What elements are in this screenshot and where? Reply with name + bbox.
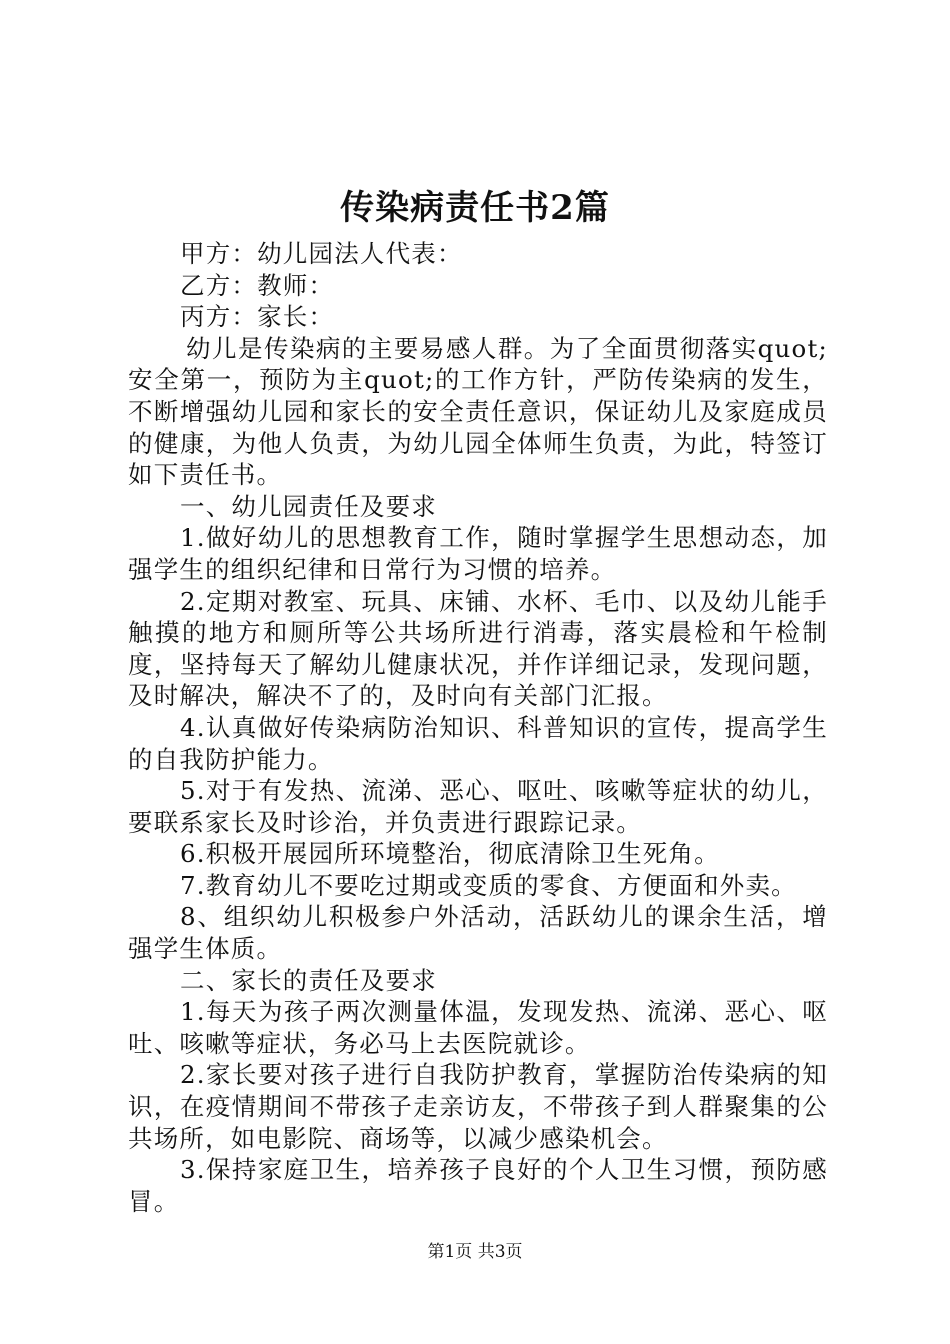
kindergarten-item-7: 7.教育幼儿不要吃过期或变质的零食、方便面和外卖。 bbox=[180, 870, 797, 900]
kindergarten-item-1: 1.做好幼儿的思想教育工作，随时掌握学生思想动态，加强学生的组织纪律和日常行为习惯的培养。 bbox=[128, 523, 828, 584]
party-c-line: 丙方：家长： bbox=[180, 302, 335, 332]
document-body bbox=[128, 238, 828, 1217]
party-b-line: 乙方：教师： bbox=[180, 270, 335, 300]
kindergarten-item-4: 4.认真做好传染病防治知识、科普知识的宣传，提高学生的自我防护能力。 bbox=[128, 712, 828, 774]
parents-item-1: 1.每天为孩子两次测量体温，发现发热、流涕、恶心、呕吐、咳嗽等症状，务必马上去医院就诊。 bbox=[128, 997, 828, 1058]
section-heading-parents: 二、家长的责任及要求 bbox=[180, 965, 437, 995]
page-footer: 第1页 共3页 bbox=[427, 1242, 523, 1262]
kindergarten-item-6: 6.积极开展园所环境整治，彻底清除卫生死角。 bbox=[180, 839, 720, 869]
section-heading-kindergarten: 一、幼儿园责任及要求 bbox=[180, 491, 437, 521]
kindergarten-item-2: 2.定期对教室、玩具、床铺、水杯、毛巾、以及幼儿能手触摸的地方和厕所等公共场所进行消毒，落实晨检和午检制度，坚持每天了解幼儿健康状况，并作详细记录，发现问题，及时解决，解决不了的，及时向有关部门汇报。 bbox=[128, 586, 828, 711]
kindergarten-item-8: 8、组织幼儿积极参户外活动，活跃幼儿的课余生活，增强学生体质。 bbox=[128, 902, 828, 964]
parents-item-3: 3.保持家庭卫生，培养孩子良好的个人卫生习惯，预防感冒。 bbox=[128, 1155, 828, 1216]
parents-item-2: 2.家长要对孩子进行自我防护教育，掌握防治传染病的知识，在疫情期间不带孩子走亲访友，不带孩子到人群聚集的公共场所，如电影院、商场等，以减少感染机会。 bbox=[128, 1060, 828, 1153]
kindergarten-item-5: 5.对于有发热、流涕、恶心、呕吐、咳嗽等症状的幼儿，要联系家长及时诊治，并负责进行跟踪记录。 bbox=[128, 776, 828, 837]
intro-paragraph: 幼儿是传染病的主要易感人群。为了全面贯彻落实quot;安全第一，预防为主quot;的工作方针，严防传染病的发生，不断增强幼儿园和家长的安全责任意识，保证幼儿及家庭成员的健康，为他人负责，为幼儿园全体师生负责，为此，特签订如下责任书。 bbox=[128, 333, 828, 490]
party-a-line: 甲方：幼儿园法人代表： bbox=[180, 239, 463, 268]
document-title: 传染病责任书2篇 bbox=[340, 188, 610, 228]
